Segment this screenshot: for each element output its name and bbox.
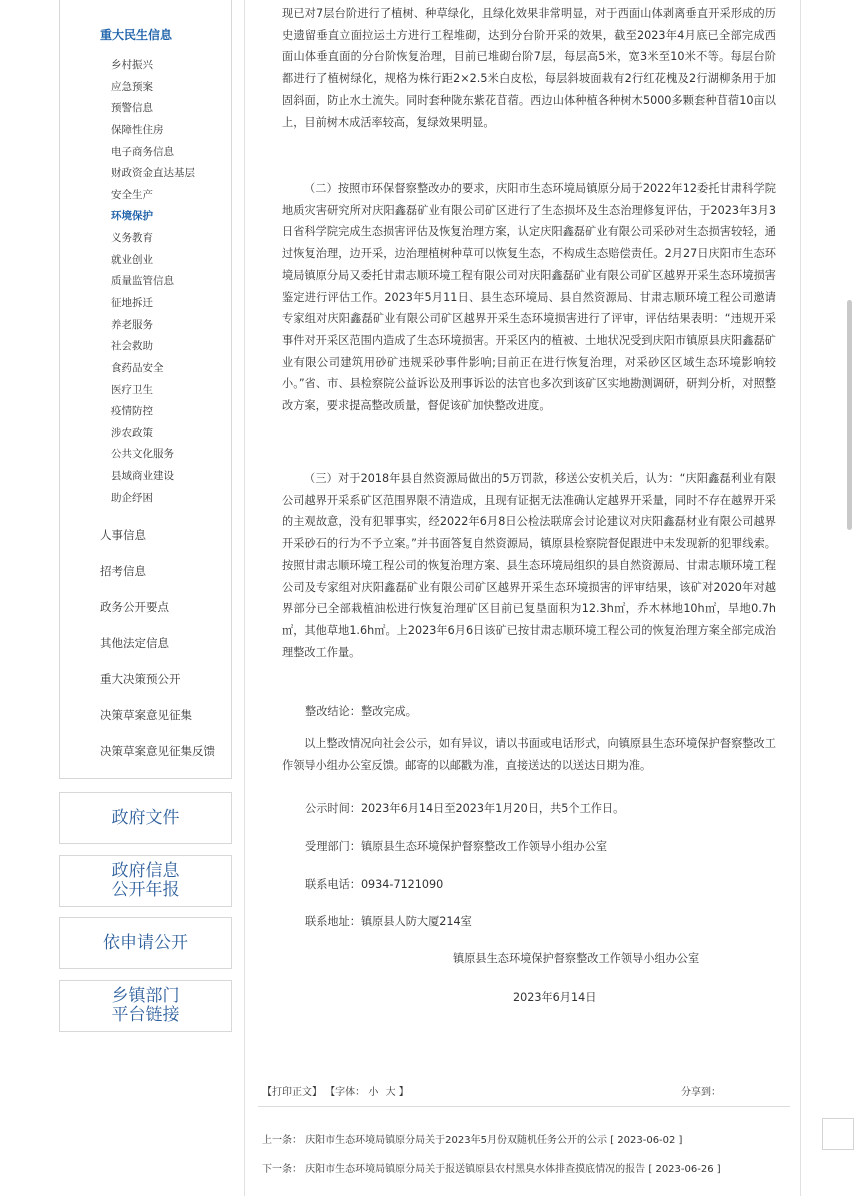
sidebar-item-personnel[interactable]: 人事信息	[100, 528, 146, 542]
sidebar-item-compulsory-education[interactable]: 义务教育	[111, 232, 153, 244]
sidebar-item-quality-supervision[interactable]: 质量监管信息	[111, 275, 174, 287]
font-large-button[interactable]: 大	[385, 1087, 396, 1098]
font-size-end: 】	[398, 1087, 409, 1098]
content-border-left	[244, 0, 245, 1196]
sidebar-item-healthcare[interactable]: 医疗卫生	[111, 384, 153, 396]
sidebar-item-emergency-plan[interactable]: 应急预案	[111, 81, 153, 93]
sidebar-item-county-commerce[interactable]: 县域商业建设	[111, 470, 174, 482]
conclusion-text: 整改结论：整改完成。	[305, 705, 417, 718]
sidebar-item-rural-revitalization[interactable]: 乡村振兴	[111, 59, 153, 71]
prev-label: 上一条：	[262, 1135, 302, 1146]
sidebar-item-affordable-housing[interactable]: 保障性住房	[111, 124, 164, 136]
sidebar-item-draft-consultation[interactable]: 决策草案意见征集	[100, 708, 192, 722]
article-paragraph-2: （二）按照市环保督察整改办的要求，庆阳市生态环境局镇原分局于2022年12委托甘肃科学院地质灾害研究所对庆阳鑫磊矿业有限公司矿区进行了生态损坏及生态治理修复评估，于2023年3月3日省科学院完成生态损害评估及恢复治理方案，认定庆阳鑫磊矿业有限公司采砂对生态损害较轻，通过恢复治理，边开采，边治理植树种草可以恢复生态，不构成生态赔偿责任。2月27日庆阳市生态环境局镇原分局又委托甘肃志顺环境工程有限公司对庆阳鑫磊矿业有限公司矿区越界开采生态环境损害鉴定进行评估工作。2023年5月11日、县生态环境局、县自然资源局、甘肃志顺环境工程公司邀请专家组对庆阳鑫磊矿业有限公司矿区越界开采生态环境损害进行了评审，评估结果表明：“违规开采事件对开采区范围内造成了生态环境损害。开采区内的植被、土地状况受到庆阳市镇原县庆阳鑫磊矿业有限公司建筑用砂矿违规采砂事件影响;目前正在进行恢复治理，对采砂区区域生态环境影响较小。”省、市、县检察院公益诉讼及刑事诉讼的法官也多次到该矿区实地勘测调研，研判分析，对照整改方案，要求提高整改质量，督促该矿加快整改进度。	[282, 182, 776, 413]
next-label: 下一条：	[262, 1164, 302, 1175]
divider	[258, 1106, 790, 1107]
sidebar-item-agri-policy[interactable]: 涉农政策	[111, 427, 153, 439]
sidebar-item-ecommerce[interactable]: 电子商务信息	[111, 146, 174, 158]
sidebar-item-other-statutory[interactable]: 其他法定信息	[100, 636, 169, 650]
sidebar-item-elderly-care[interactable]: 养老服务	[111, 319, 153, 331]
share-label: 分享到：	[681, 1087, 721, 1098]
contact-address: 联系地址：镇原县人防大厦214室	[305, 915, 472, 928]
signature: 镇原县生态环境保护督察整改工作领导小组办公室	[453, 952, 700, 965]
request-disclosure-link[interactable]: 依申请公开	[59, 917, 232, 969]
font-size-label: 【字体：	[325, 1087, 366, 1098]
sidebar-item-social-assistance[interactable]: 社会救助	[111, 340, 153, 352]
font-small-button[interactable]: 小	[368, 1087, 379, 1098]
scrollbar-thumb[interactable]	[847, 300, 852, 530]
article-paragraph-3: （三）对于2018年县自然资源局做出的5万罚款，移送公安机关后，认为：“庆阳鑫磊利业有限公司越界开采系矿区范围界限不清造成，且现有证据无法准确认定越界开采量，同时不存在越界开采的主观故意，没有犯罪事实，经2022年6月8日公检法联席会讨论建议对庆阳鑫磊材业有限公司越界开采砂石的行为不予立案。”并书面答复自然资源局，镇原县检察院督促跟进中未发现新的犯罪线索。按照甘肃志顺环境工程公司的恢复治理方案、县生态环境局组织的县自然资源局、甘肃志顺环境工程公司及专家组对庆阳鑫磊矿业有限公司矿区越界开采生态环境损害的评审结果，该矿对2020年对越界部分已全部栽植油松进行恢复治理矿区目前已复垦面积为12.3h㎡，乔木林地10h㎡，旱地0.7h㎡，其他草地1.6h㎡。上2023年6月6日该矿已按甘肃志顺环境工程公司的恢复治理方案全部完成治理整改工作量。	[282, 472, 776, 659]
sidebar-item-employment[interactable]: 就业创业	[111, 254, 153, 266]
sidebar-item-recruitment[interactable]: 招考信息	[100, 564, 146, 578]
sidebar-item-business-relief[interactable]: 助企纾困	[111, 492, 153, 504]
prev-article-date: [ 2023-06-02 ]	[610, 1135, 683, 1146]
back-to-top-button[interactable]	[822, 1118, 854, 1150]
article-toolbar	[262, 1083, 409, 1098]
prev-article-link[interactable]: 庆阳市生态环境局镇原分局关于2023年5月份双随机任务公开的公示	[305, 1135, 607, 1146]
signature-date: 2023年6月14日	[513, 991, 597, 1004]
sidebar-section-title[interactable]: 重大民生信息	[100, 28, 173, 42]
notice-paragraph: 以上整改情况向社会公示，如有异议，请以书面或电话形式，向镇原县生态环境保护督察整改工作领导小组办公室反馈。邮寄的以邮戳为准，直接送达的以送达日期为准。	[282, 737, 776, 772]
next-article-link[interactable]: 庆阳市生态环境局镇原分局关于报送镇原县农村黑臭水体排查摸底情况的报告	[305, 1164, 646, 1175]
next-article-date: [ 2023-06-26 ]	[648, 1164, 721, 1175]
sidebar-item-fiscal-funds[interactable]: 财政资金直达基层	[111, 167, 195, 179]
sidebar-item-environment[interactable]: 环境保护	[111, 210, 153, 222]
sidebar-item-safety-production[interactable]: 安全生产	[111, 189, 153, 201]
sidebar-item-disclosure-points[interactable]: 政务公开要点	[100, 600, 169, 614]
sidebar-item-warning-info[interactable]: 预警信息	[111, 102, 153, 114]
sidebar-item-draft-feedback[interactable]: 决策草案意见征集反馈	[100, 744, 215, 758]
township-platform-link[interactable]: 乡镇部门 平台链接	[59, 980, 232, 1032]
article-paragraph-1: 现已对7层台阶进行了植树、种草绿化，且绿化效果非常明显，对于西面山体剥离垂直开采形成的历史遗留垂直立面拉运土方进行工程堆砌，达到分台阶开采的效果，截至2023年4月底已全部完成西面山体垂直面的分台阶恢复治理，目前已堆砌台阶7层，每层高5米，宽3米至10米不等。每层台阶都进行了植树绿化，规格为株行距2×2.5米白皮松，每层斜坡面栽有2行红花槐及2行湖柳条用于加固斜面，防止水土流失。同时套种陇东紫花苜蓿。西边山体种植各种树木5000多颗套种苜蓿10亩以上，目前树木成活率较高，复绿效果明显。	[282, 7, 776, 129]
sidebar-item-epidemic-prevention[interactable]: 疫情防控	[111, 405, 153, 417]
sidebar-item-major-decision[interactable]: 重大决策预公开	[100, 672, 181, 686]
print-button[interactable]: 【打印正文】	[262, 1087, 322, 1098]
contact-phone: 联系电话：0934-7121090	[305, 878, 444, 891]
next-article	[262, 1160, 721, 1175]
annual-report-link[interactable]: 政府信息 公开年报	[59, 855, 232, 907]
sidebar-item-food-drug-safety[interactable]: 食药品安全	[111, 362, 164, 374]
sidebar-item-land-acquisition[interactable]: 征地拆迁	[111, 297, 153, 309]
sidebar-item-public-culture[interactable]: 公共文化服务	[111, 448, 174, 460]
prev-article	[262, 1131, 682, 1146]
government-documents-link[interactable]: 政府文件	[59, 792, 232, 844]
accepting-department: 受理部门：镇原县生态环境保护督察整改工作领导小组办公室	[305, 840, 608, 853]
content-border-right	[800, 0, 801, 1196]
publish-time: 公示时间：2023年6月14日至2023年1月20日，共5个工作日。	[305, 802, 625, 815]
